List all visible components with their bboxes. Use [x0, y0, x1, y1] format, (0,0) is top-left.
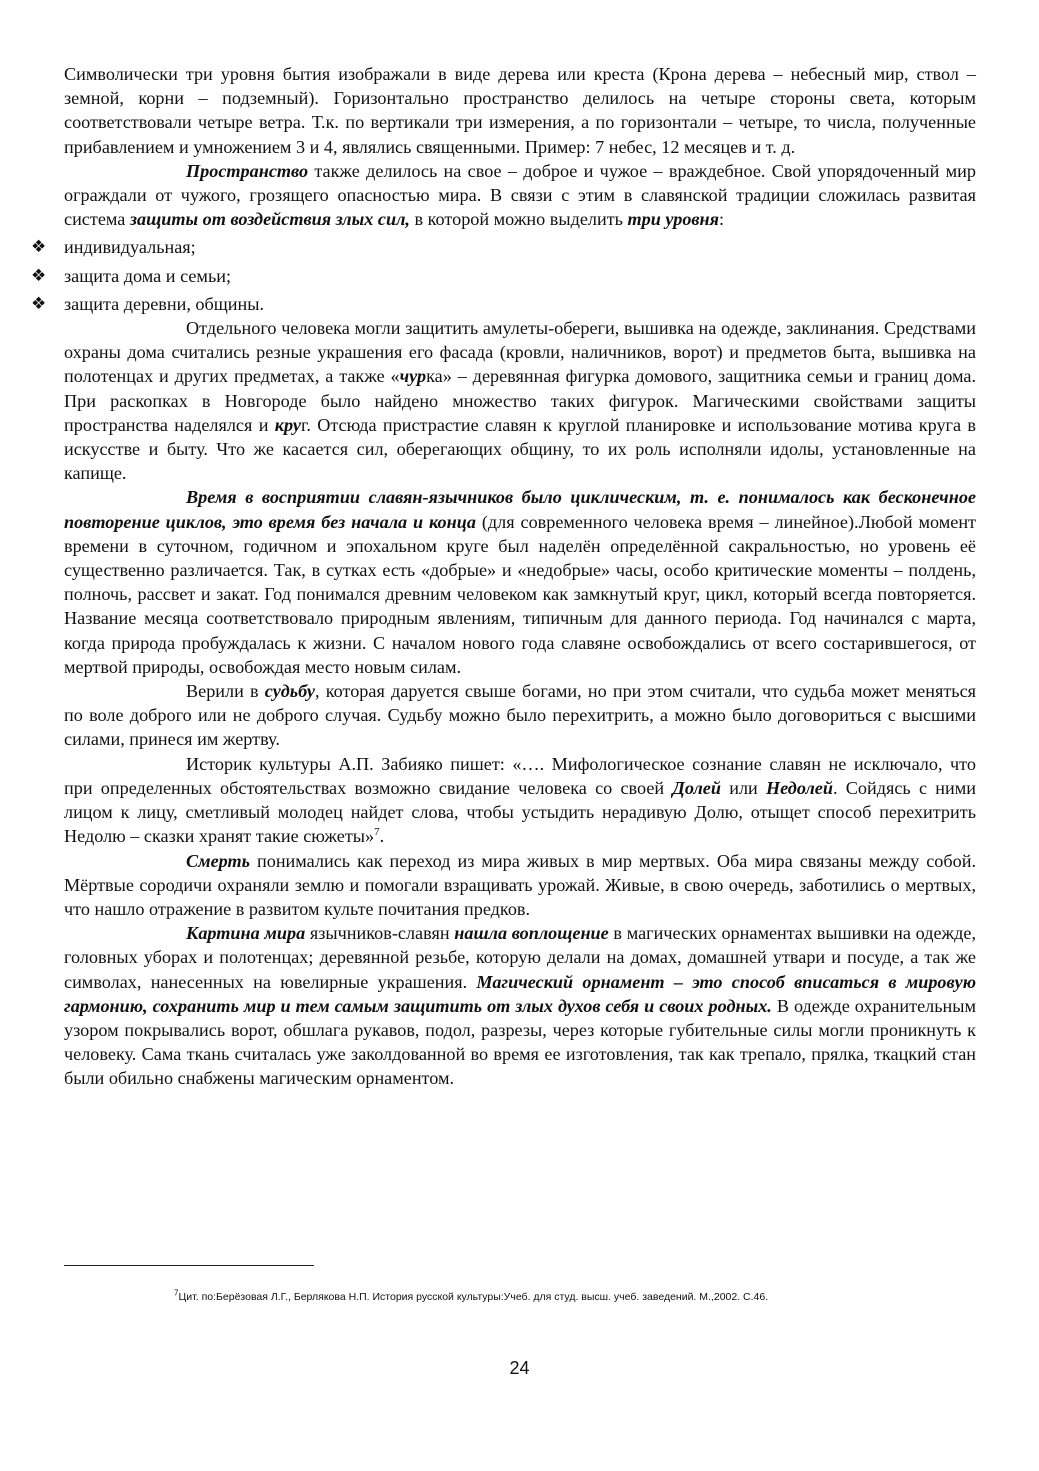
paragraph-1: Символически три уровня бытия изображали в виде дерева или креста (Крона дерева – небесный мир, ствол – земной, корни – подземный). Горизонтально пространство делилось на четыре стороны света, которым соответствовали четыре ветра. Т.к. по вертикали три измерения, а по горизонтали – четыре, то числа, полученные прибавлением и умножением 3 и 4, являлись священными. Пример: 7 небес, 12 месяцев и т. д. [64, 64, 976, 157]
list-item: ❖ защита деревни, общины. [64, 292, 976, 316]
emphasis-tri-urovnya: три уровня [627, 209, 720, 230]
emphasis-dolya: Долей [672, 777, 721, 798]
emphasis-vremya: Время в восприятии славян-язычников было циклическим, т. е. понималось как бесконечное повторение циклов, это время без начала и конца [64, 487, 976, 532]
paragraph-6: Историк культуры А.П. Забияко пишет: «…. Мифологическое сознание славян не исключало, что при определенных обстоятельствах возможно свидание человека со своей Долей или Недолей. Сойдясь с ними лицом к лицу, сметливый молодец найдет слова, чтобы устыдить нерадивую Долю, отыщет способ перехитрить Недолю – сказки хранят такие сюжеты»$^7$. [64, 753, 976, 847]
emphasis-kartina-mira: Картина мира [186, 923, 306, 944]
footnote-separator [64, 1265, 314, 1266]
paragraph-7: Смерть понимались как переход из мира живых в мир мертвых. Оба мира связаны между собой. Мёртвые сородичи охраняли землю и помогали взращивать урожай. Живые, в свою очередь, заботились о мертвых, что нашло отражение в развитом культе почитания предков. [64, 850, 976, 919]
footnote [174, 1290, 994, 1304]
list-item: ❖ защита дома и семьи; [64, 264, 976, 288]
diamond-bullet-icon: ❖ [31, 293, 47, 314]
paragraph-3: Отдельного человека могли защитить амулеты-обереги, вышивка на одежде, заклинания. Средствами охраны дома считались резные украшения его фасада (кровли, наличников, ворот) и предметов быта, вышивка на полотенцах и других предметах, а также «чурка» – деревянная фигурка домового, защитника семьи и границ дома. При раскопках в Новгороде было найдено множество таких фигурок. Магическими свойствами защиты пространства наделялся и круг. Отсюда пристрастие славян к круглой планировке и использование мотива круга в искусстве и быту. Что же касается сил, оберегающих общину, то их роль исполняли идолы, установленные на капище. [64, 318, 976, 484]
footnote-text: Цит. по:Берёзовая Л.Г., Берлякова Н.П. История русской культуры:Учеб. для студ. высш. учеб. заведений. М.,2002. С.46. [178, 1291, 769, 1303]
emphasis-magicheskiy-ornament: Магический орнамент – это способ вписаться в мировую гармонию, сохранить мир и тем самым защитить от злых духов себя и своих родных. [64, 971, 976, 1016]
footnote-reference[interactable]: 7 [374, 826, 380, 839]
diamond-bullet-icon: ❖ [31, 237, 47, 258]
emphasis-voploshchenie: нашла воплощение [454, 923, 609, 944]
emphasis-smert: Смерть [186, 850, 250, 871]
paragraph-8: Картина мира язычников-славян нашла воплощение в магических орнаментах вышивки на одежде, головных уборах и полотенцах; деревянной резьбе, которую делали на домах, домашней утвари и посуде, а так же символах, нанесенных на ювелирные украшения. Магический орнамент – это способ вписаться в мировую гармонию, сохранить мир и тем самым защитить от злых духов себя и своих родных. В одежде охранительным узором покрывались ворот, обшлага рукавов, подол, разрезы, через которые губительные силы могли проникнуть к человеку. Сама ткань считалась уже заколдованной во время ее изготовления, так как трепало, прялка, ткацкий стан были обильно снабжены магическим орнаментом. [64, 923, 976, 1089]
page-number: 24 [509, 1358, 530, 1378]
bullet-list [31, 235, 976, 316]
body-text [31, 62, 977, 1091]
diamond-bullet-icon: ❖ [31, 265, 47, 286]
emphasis-nedolya: Недолей [766, 777, 833, 798]
paragraph-5: Верили в судьбу, которая даруется свыше богами, но при этом считали, что судьба может меняться по воле доброго или не доброго случая. Судьбу можно было перехитрить, а можно было договориться с высшими силами, принеся им жертву. [64, 681, 977, 750]
list-item: ❖ индивидуальная; [64, 235, 976, 259]
footnote-mark: 7 [174, 1288, 179, 1298]
emphasis-chur: чур [399, 366, 427, 387]
emphasis-kru: кру [274, 414, 301, 435]
emphasis-zashchity: защиты от воздействия злых сил, [129, 209, 410, 230]
paragraph-4: Время в восприятии славян-язычников было циклическим, т. е. понималось как бесконечное повторение циклов, это время без начала и конца (для современного человека время – линейное).Любой момент времени в суточном, годичном и эпохальном круге был наделён определённой сакральностью, но уровень её существенно различается. Так, в сутках есть «добрые» и «недобрые» часы, особо критические моменты – полдень, полночь, рассвет и закат. Год понимался древним человеком как замкнутый круг, цикл, который всегда повторяется. Название месяца соответствовало природным явлениям, типичным для данного периода. Год начинался с марта, когда природа пробуждалась к жизни. С началом нового года славяне освобождались от всего состарившегося, от мертвой природы, освобождая место новым силам. [64, 487, 976, 677]
paragraph-2: Пространство также делилось на свое – доброе и чужое – враждебное. Свой упорядоченный мир ограждали от чужого, грозящего опасностью мира. В связи с этим в славянской традиции сложилась развитая система защиты от воздействия злых сил, в которой можно выделить три уровня: [64, 160, 976, 230]
emphasis-prostranstvo: Пространство [186, 160, 309, 181]
emphasis-sudba: судьбу [264, 681, 315, 702]
